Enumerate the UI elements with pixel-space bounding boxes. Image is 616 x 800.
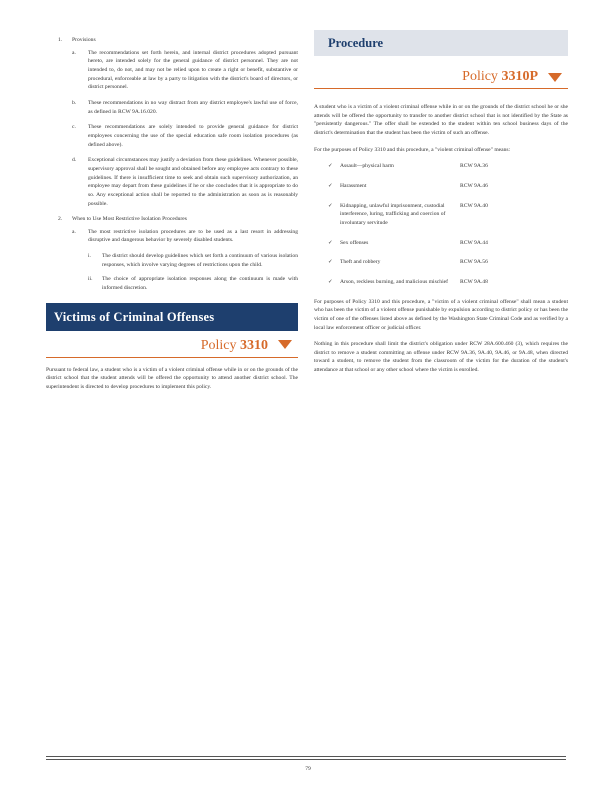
roman-text: The district should develop guidelines which set forth a continuum of various isolation responses, which involve varying degrees of restrictions upon the child. (102, 253, 298, 268)
item-letter: a. (72, 49, 76, 56)
item-text: The most restrictive isolation procedures are to be used as a last resort in addressing disruptive and dangerous behavior by severely disabled students. (88, 228, 298, 244)
provision-item (72, 156, 298, 208)
offense-rcw: RCW 9A.44 (460, 239, 488, 246)
offense-label: Harassment (340, 182, 367, 189)
policy-3310-header (46, 331, 298, 358)
triangle-down-icon (548, 73, 562, 82)
list-item (328, 202, 568, 228)
offense-label: Arson, reckless burning, and malicious mischief (340, 278, 448, 285)
footer-rule (46, 759, 566, 760)
offense-rcw: RCW 9A.40 (460, 202, 488, 209)
procedure-paragraph: A student who is a victim of a violent criminal offense while in or on the grounds of the district school he or she attends will be offered the opportunity to transfer to another district school that is not identified by the State as "persistently dangerous." The offer shall be extended to the student within ten school business days of the district's determination that the student has been the victim of such an offense. (314, 104, 568, 136)
offense-label: Theft and robbery (340, 259, 381, 266)
roman-text: The choice of appropriate isolation responses along the continuum is made with informed discretion. (102, 276, 298, 292)
item-letter: a. (72, 228, 76, 235)
roman-numeral: ii. (88, 276, 93, 283)
offense-label: Kidnapping, unlawful imprisonment, custodial interference, luring, trafficking and coercion of involuntary servitude (340, 202, 446, 226)
roman-numeral: i. (88, 253, 91, 260)
page-number: 79 (305, 766, 311, 772)
item-letter: b. (72, 99, 77, 106)
section-number: 1. (58, 37, 63, 43)
section-title: When to Use Most Restrictive Isolation Procedures (72, 216, 187, 223)
offense-rcw: RCW 9A.36 (460, 163, 488, 170)
policy-label (201, 335, 268, 357)
section-number: 2. (58, 216, 63, 223)
checkmark-icon: ✓ (328, 163, 333, 170)
item-text: Exceptional circumstances may justify a deviation from these guidelines. Whenever possible, supervisory approval shall be sought and obtained before any employee acts contrary to these guidelines. If there is insufficient time to seek and obtain such supervisory authorization, an employee may depart from these guidelines if he or she concludes that it is appropriate to do so. Any exceptional action shall be reported to the administration as soon as is reasonably possible. (88, 157, 298, 207)
item-text: These recommendations are solely intended to provide general guidance for district employees concerning the use of the special education safe room isolation procedures (as defined above). (88, 124, 298, 148)
item-letter: d. (72, 157, 77, 164)
checkmark-icon: ✓ (328, 278, 333, 285)
offense-label: Assault—physical harm (340, 163, 394, 170)
list-item (328, 162, 568, 171)
checkmark-icon: ✓ (328, 239, 333, 246)
when-item (72, 228, 298, 245)
policy-number: 3310 (240, 337, 268, 353)
policy-3310-text: Pursuant to federal law, a student who is a victim of a violent criminal offense while in or on the grounds of the district school that the student attends will be offered the opportunity to attend another district school. The superintendent is directed to develop procedures to implement this policy. (46, 366, 298, 391)
roman-item (88, 275, 298, 292)
section-provisions (46, 36, 298, 45)
item-text: The recommendations set forth herein, and internal district procedures adopted pursuant hereto, are intended solely for the general guidance of district personnel. They are not intended to, do not, and may not be relied upon to create a right or benefit, substantive or procedural, enforceable at law by a party to litigation with the district's board of directors, or district personnel. (88, 49, 298, 91)
roman-item (88, 252, 298, 269)
procedure-paragraph: Nothing in this procedure shall limit the district's obligation under RCW 28A.600.460 (3), which requires the district to remove a student committing an offense under RCW 9A.36, 9A.40, 9A.46, or 9A.48, when directed toward a student, to remove the student from the classroom of the victim for the duration of the student's attendance at that school or any other school where the victim is enrolled. (314, 341, 568, 374)
section-title: Provisions (72, 37, 96, 43)
triangle-down-icon (278, 340, 292, 349)
policy-number: 3310P (501, 69, 538, 84)
list-item (328, 258, 568, 267)
policy-prefix: Policy (462, 69, 498, 84)
offense-label: Sex offenses (340, 239, 369, 246)
provision-item (72, 49, 298, 92)
policy-prefix: Policy (200, 337, 237, 353)
victims-title-bar: Victims of Criminal Offenses (46, 303, 298, 331)
provision-item (72, 123, 298, 149)
procedure-title-bar: Procedure (314, 30, 568, 56)
offense-list (328, 162, 568, 286)
procedure-paragraph: For the purposes of Policy 3310 and this procedure, a "violent criminal offense" means: (314, 146, 511, 153)
right-column (314, 30, 568, 383)
offense-rcw: RCW 9A.46 (460, 182, 488, 189)
procedure-paragraph: For purposes of Policy 3310 and this procedure, a "victim of a violent criminal offense" shall mean a student who has been the victim of a violent offense punishable by expulsion according to district policy or has been the victim of one of the offenses listed above as defined by the Washington State Criminal Code and as verified by a local law enforcement officer or judicial officer. (314, 298, 568, 331)
item-letter: c. (72, 124, 76, 131)
footer-rule (46, 756, 566, 757)
section-when-to-use (46, 215, 298, 224)
list-item (328, 278, 568, 287)
list-item (328, 182, 568, 191)
policy-label (462, 66, 538, 88)
checkmark-icon: ✓ (328, 259, 333, 266)
left-column (46, 36, 298, 400)
list-item (328, 239, 568, 248)
checkmark-icon: ✓ (328, 202, 333, 209)
provision-item (72, 99, 298, 116)
offense-rcw: RCW 9A.56 (460, 259, 488, 266)
policy-3310p-header (314, 64, 568, 89)
checkmark-icon: ✓ (328, 182, 333, 189)
offense-rcw: RCW 9A.48 (460, 278, 488, 285)
item-text: These recommendations in no way distract from any district employee's lawful use of force, as defined in RCW 9A.16.020. (88, 99, 298, 115)
